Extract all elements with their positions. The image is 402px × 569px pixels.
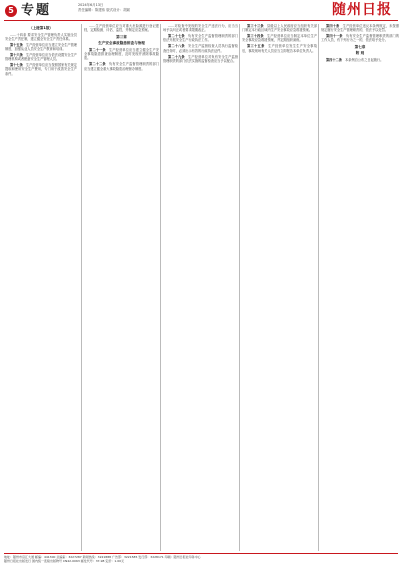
- article-text: 生产经营单位违反本条例规定，未按照规定履行安全生产管理职责的，依法予以处罚。: [321, 24, 399, 33]
- article-paragraph: [242, 24, 317, 33]
- article-clause-label: 第四十二条: [326, 57, 346, 62]
- article-clause-label: 第三十四条: [247, 34, 268, 39]
- article-clause-label: 第十五条: [10, 42, 26, 47]
- article-text: 县级以上人民政府应当组织有关部门制定本行政区域内生产安全事故应急救援预案。: [242, 24, 317, 33]
- footer-contact: 地址：随州市沿江大道 邮编：441300 总编室：3227287 新闻热线：3221888 广告部：3221585 发行部：3228171 印刷：随州日报社印务中心: [4, 555, 201, 559]
- article-paragraph: [163, 55, 238, 64]
- article-text: 负有安全生产监督管理职责的部门依法开展安全生产行政执法工作。: [163, 34, 238, 43]
- article-text: ……对检查中发现的安全生产违法行为，应当当场予以纠正或者要求限期改正。: [163, 24, 238, 33]
- article-text: ……生产经营单位应当对重大危险源进行登记建档，定期检测、评估、监控，并制定应急预案。: [84, 24, 159, 33]
- publish-date: 2024年6月13日: [78, 3, 104, 7]
- article-paragraph: [163, 44, 238, 53]
- section-title: 专题: [21, 3, 52, 18]
- article-column-2: [81, 24, 159, 551]
- article-text: 负有安全生产监督管理职责的部门应当建立健全重大事故隐患治理督办制度。: [84, 62, 159, 71]
- article-paragraph: [84, 62, 159, 71]
- article-paragraph: [242, 44, 317, 53]
- article-paragraph: [84, 48, 159, 61]
- footer: [4, 555, 398, 567]
- article-clause-label: 第二十一条: [89, 47, 110, 52]
- article-clause-label: 第二十八条: [168, 44, 189, 49]
- article-text: ……十四条 要求安全生产管理负责人实施全员安全生产责任制，建立健全安全生产责任体系。: [5, 32, 77, 41]
- article-clause-label: 第十七条: [10, 63, 26, 68]
- article-paragraph: [5, 63, 77, 76]
- article-text: 负有安全生产监督管理职责的部门的工作人员，有下列行为之一的，依法给予处分。: [321, 34, 399, 43]
- article-text: 生产经营单位应当依法设置安全生产管理机构或者配备安全生产管理人员。: [5, 52, 77, 62]
- article-text: 安全生产监督检查人员执行监督检查任务时，必须出示有效的行政执法证件。: [163, 44, 238, 53]
- footer-publisher: 随州日报社出版发行 国内统一连续出版物号 CN42-0063 邮发代号：37-98 定价：1.00元: [4, 559, 125, 564]
- article-clause-label: 第二十九条: [168, 54, 189, 59]
- article-text: 生产经营单位应当按照国家有关规定提取和使用安全生产费用，专门用于改善安全生产条件。: [5, 63, 77, 76]
- article-text: 本条例自公布之日起施行。: [345, 57, 384, 62]
- article-text: 生产经营单位发生生产安全事故后，事故现场有关人员应当立即报告本单位负责人。: [242, 44, 317, 53]
- article-clause-label: 第四十一条: [326, 34, 346, 39]
- article-heading: 生产安全事故隐患排查与治理: [98, 41, 145, 46]
- article-paragraph: [5, 53, 77, 62]
- article-clause-label: 第三十三条: [247, 24, 268, 28]
- article-clause-label: 第三十五条: [247, 44, 269, 49]
- footer-rule: [4, 553, 398, 554]
- article-paragraph: [321, 58, 399, 62]
- article-heading: 第三章: [116, 34, 127, 39]
- article-paragraph: [163, 34, 238, 43]
- newspaper-logo: 随州日报: [332, 2, 392, 18]
- article-clause-label: 第四十条: [326, 24, 343, 28]
- article-text: 生产经营单位对负有安全生产监督管理职责的部门依法实施的监督检查应当予以配合。: [163, 54, 238, 63]
- article-paragraph: [321, 24, 399, 33]
- page-number-badge: 5: [5, 5, 17, 17]
- header-rule: [4, 20, 398, 21]
- article-text: 生产经营单位应当建立健全生产安全事故隐患排查治理制度，及时发现并消除事故隐患。: [84, 47, 159, 61]
- article-clause-label: 第二十二条: [89, 62, 110, 67]
- article-column-3: [160, 24, 238, 551]
- article-column-5: [318, 24, 399, 551]
- article-paragraph: [321, 34, 399, 43]
- article-clause-label: 第十六条: [10, 52, 26, 57]
- article-column-1: [5, 24, 77, 551]
- editor-credits: 责任编辑：陈建伟 版式设计：胡斌: [78, 8, 130, 12]
- article-paragraph: [5, 33, 77, 42]
- article-paragraph: [84, 24, 159, 33]
- article-column-4: [239, 24, 317, 551]
- article-paragraph: [163, 24, 238, 33]
- page-meta: [78, 3, 130, 13]
- article-heading: （上接第1版）: [28, 26, 54, 30]
- article-text: 生产经营单位应当制定本单位生产安全事故应急救援预案，并定期组织演练。: [242, 34, 317, 43]
- article-text: 生产经营单位应当建立安全生产管理制度，加强从业人员安全生产教育和培训。: [5, 42, 77, 52]
- article-clause-label: 第二十七条: [168, 34, 189, 39]
- article-paragraph: [5, 43, 77, 52]
- article-heading: 第七章: [354, 44, 366, 49]
- article-heading: 附 则: [355, 51, 365, 56]
- article-paragraph: [242, 34, 317, 43]
- masthead: [0, 0, 402, 22]
